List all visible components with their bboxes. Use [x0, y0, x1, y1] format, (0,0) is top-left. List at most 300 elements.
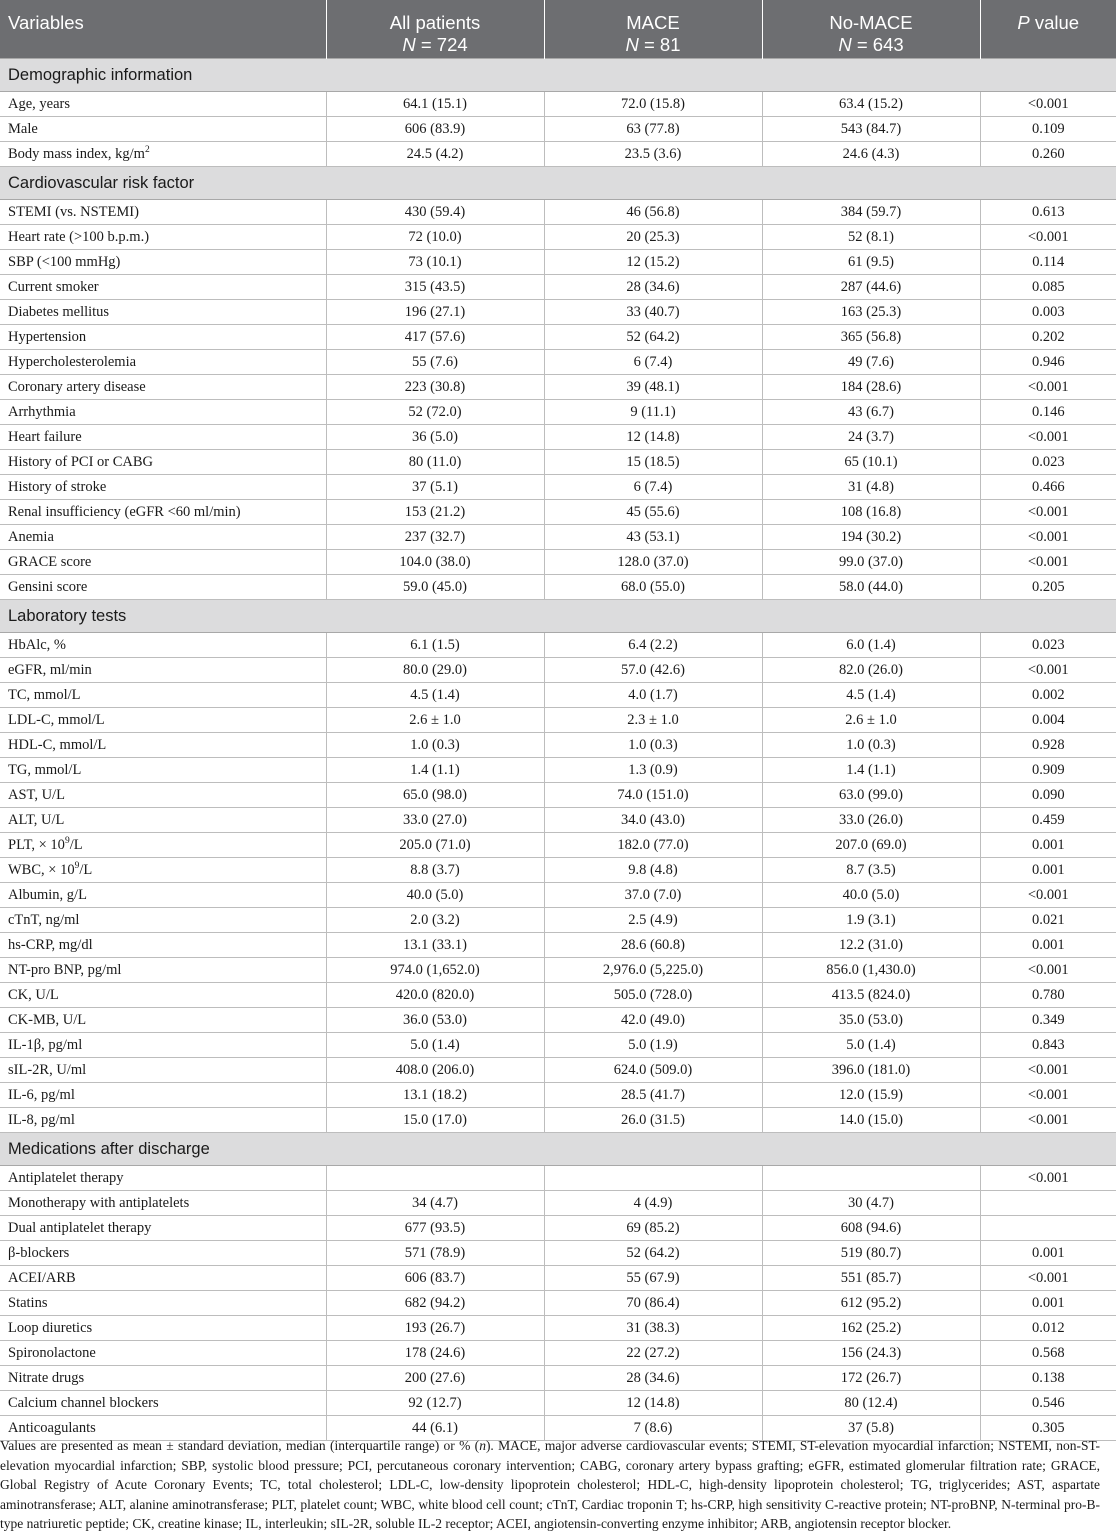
cell-mace: 31 (38.3)	[544, 1316, 762, 1341]
table-row	[0, 400, 1116, 425]
row-label-text: GRACE score	[8, 553, 92, 570]
cell-no-mace: 5.0 (1.4)	[762, 1033, 980, 1058]
cell-all-patients: 205.0 (71.0)	[326, 833, 544, 858]
row-label	[0, 933, 326, 958]
section-header-row	[0, 167, 1116, 200]
header-all-title: All patients	[389, 12, 481, 33]
row-label-text: Gensini score	[8, 578, 88, 595]
row-label-text: Anticoagulants	[8, 1419, 96, 1436]
cell-no-mace: 14.0 (15.0)	[762, 1108, 980, 1133]
table-row	[0, 808, 1116, 833]
cell-no-mace: 80 (12.4)	[762, 1391, 980, 1416]
row-label-superscript: 2	[144, 144, 150, 155]
row-label	[0, 1166, 326, 1191]
cell-p-value: <0.001	[980, 225, 1116, 250]
table-row	[0, 783, 1116, 808]
cell-no-mace: 156 (24.3)	[762, 1341, 980, 1366]
cell-mace: 74.0 (151.0)	[544, 783, 762, 808]
header-row	[0, 0, 1116, 59]
table-row	[0, 450, 1116, 475]
cell-p-value: 0.023	[980, 633, 1116, 658]
row-label-text: Hypertension	[8, 328, 87, 345]
row-label-text: Nitrate drugs	[8, 1369, 85, 1386]
cell-all-patients: 2.6 ± 1.0	[326, 708, 544, 733]
cell-mace: 182.0 (77.0)	[544, 833, 762, 858]
table-row	[0, 1058, 1116, 1083]
cell-p-value: 0.928	[980, 733, 1116, 758]
cell-mace: 4 (4.9)	[544, 1191, 762, 1216]
row-label	[0, 783, 326, 808]
cell-mace: 624.0 (509.0)	[544, 1058, 762, 1083]
cell-mace: 6 (7.4)	[544, 475, 762, 500]
cell-mace: 6 (7.4)	[544, 350, 762, 375]
cell-no-mace: 608 (94.6)	[762, 1216, 980, 1241]
cell-mace: 2.5 (4.9)	[544, 908, 762, 933]
row-label-text: CK, U/L	[8, 986, 59, 1003]
row-label-text: hs-CRP, mg/dl	[8, 936, 93, 953]
cell-all-patients: 37 (5.1)	[326, 475, 544, 500]
table-row	[0, 758, 1116, 783]
cell-all-patients: 571 (78.9)	[326, 1241, 544, 1266]
header-all-n	[327, 34, 544, 56]
cell-all-patients: 80.0 (29.0)	[326, 658, 544, 683]
table-row	[0, 833, 1116, 858]
cell-no-mace: 31 (4.8)	[762, 475, 980, 500]
row-label	[0, 833, 326, 858]
cell-p-value: <0.001	[980, 1083, 1116, 1108]
header-variables-text: Variables	[8, 12, 84, 33]
cell-p-value: 0.003	[980, 300, 1116, 325]
cell-mace: 52 (64.2)	[544, 1241, 762, 1266]
cell-mace	[544, 1166, 762, 1191]
cell-mace: 15 (18.5)	[544, 450, 762, 475]
cell-mace: 55 (67.9)	[544, 1266, 762, 1291]
cell-mace: 5.0 (1.9)	[544, 1033, 762, 1058]
cell-all-patients: 15.0 (17.0)	[326, 1108, 544, 1133]
table-row	[0, 350, 1116, 375]
cell-mace: 42.0 (49.0)	[544, 1008, 762, 1033]
cell-no-mace: 24.6 (4.3)	[762, 142, 980, 167]
row-label-suffix: /L	[69, 836, 83, 853]
cell-p-value: 0.613	[980, 200, 1116, 225]
cell-no-mace: 1.0 (0.3)	[762, 733, 980, 758]
cell-p-value: <0.001	[980, 958, 1116, 983]
cell-all-patients: 40.0 (5.0)	[326, 883, 544, 908]
row-label-text: Anemia	[8, 528, 54, 545]
row-label-text: IL-6, pg/ml	[8, 1086, 75, 1103]
row-label	[0, 375, 326, 400]
cell-all-patients: 178 (24.6)	[326, 1341, 544, 1366]
cell-mace: 28 (34.6)	[544, 275, 762, 300]
cell-no-mace: 856.0 (1,430.0)	[762, 958, 980, 983]
row-label	[0, 1008, 326, 1033]
cell-all-patients: 677 (93.5)	[326, 1216, 544, 1241]
section-title: Laboratory tests	[0, 600, 1116, 633]
row-label	[0, 958, 326, 983]
row-label	[0, 1316, 326, 1341]
cell-mace: 33 (40.7)	[544, 300, 762, 325]
row-label	[0, 683, 326, 708]
row-label	[0, 858, 326, 883]
cell-p-value: <0.001	[980, 525, 1116, 550]
row-label	[0, 475, 326, 500]
row-label	[0, 658, 326, 683]
cell-all-patients: 73 (10.1)	[326, 250, 544, 275]
table-row	[0, 550, 1116, 575]
row-label-text: Diabetes mellitus	[8, 303, 110, 320]
cell-mace: 34.0 (43.0)	[544, 808, 762, 833]
header-all-n-label: N	[402, 34, 416, 55]
cell-p-value: 0.546	[980, 1391, 1116, 1416]
cell-p-value: <0.001	[980, 550, 1116, 575]
cell-mace: 1.3 (0.9)	[544, 758, 762, 783]
row-label	[0, 550, 326, 575]
cell-all-patients: 72 (10.0)	[326, 225, 544, 250]
row-label-text: β-blockers	[8, 1244, 70, 1261]
cell-mace: 6.4 (2.2)	[544, 633, 762, 658]
cell-mace: 46 (56.8)	[544, 200, 762, 225]
header-no-mace	[762, 0, 980, 59]
cell-no-mace	[762, 1166, 980, 1191]
row-label	[0, 983, 326, 1008]
cell-all-patients: 104.0 (38.0)	[326, 550, 544, 575]
row-label-text: IL-1β, pg/ml	[8, 1036, 83, 1053]
cell-no-mace: 551 (85.7)	[762, 1266, 980, 1291]
cell-p-value: 0.001	[980, 933, 1116, 958]
table-row	[0, 1191, 1116, 1216]
footnote-part2: ). MACE, major adverse cardiovascular events; STEMI, ST-elevation myocardial infarction; NSTEMI, non-ST-elevation myocardial infarction; SBP, systolic blood pressure; PCI, percutaneous coronary intervention; CABG, coronary artery bypass grafting; eGFR, estimated glomerular filtration rate; GRACE, Global Registry of Acute Coronary Events; TC, total cholesterol; LDL-C, low-density lipoprotein cholesterol; HDL-C, high-density lipoprotein cholesterol; TG, triglycerides; AST, aspartate aminotransferase; ALT, alanine aminotransferase; PLT, platelet count; WBC, white blood cell count; cTnT, Cardiac troponin T; hs-CRP, high sensitivity C-reactive protein; NT-proBNP, N-terminal pro-B-type natriuretic peptide; CK, creatine kinase; IL, interleukin; sIL-2R, soluble IL-2 receptor; ACEI, angiotensin-converting enzyme inhibitor; ARB, angiotensin receptor blocker.	[0, 1438, 1100, 1532]
row-label	[0, 275, 326, 300]
cell-p-value: 0.459	[980, 808, 1116, 833]
cell-p-value: <0.001	[980, 1058, 1116, 1083]
cell-mace: 9.8 (4.8)	[544, 858, 762, 883]
cell-no-mace: 65 (10.1)	[762, 450, 980, 475]
cell-all-patients	[326, 1166, 544, 1191]
cell-no-mace: 519 (80.7)	[762, 1241, 980, 1266]
cell-all-patients: 6.1 (1.5)	[326, 633, 544, 658]
table-row	[0, 933, 1116, 958]
row-label	[0, 250, 326, 275]
cell-p-value: 0.090	[980, 783, 1116, 808]
cell-p-value: 0.260	[980, 142, 1116, 167]
header-all-n-value: = 724	[415, 34, 468, 55]
row-label-text: AST, U/L	[8, 786, 65, 803]
cell-all-patients: 13.1 (18.2)	[326, 1083, 544, 1108]
cell-no-mace: 40.0 (5.0)	[762, 883, 980, 908]
cell-mace: 28 (34.6)	[544, 1366, 762, 1391]
row-label-text: ALT, U/L	[8, 811, 65, 828]
row-label-text: Dual antiplatelet therapy	[8, 1219, 152, 1236]
header-mace-n-label: N	[625, 34, 639, 55]
table-row	[0, 1008, 1116, 1033]
row-label	[0, 908, 326, 933]
table-row	[0, 883, 1116, 908]
row-label-text: History of PCI or CABG	[8, 453, 154, 470]
row-label-superscript: 9	[64, 835, 70, 846]
cell-p-value: 0.012	[980, 1316, 1116, 1341]
cell-p-value: 0.001	[980, 1241, 1116, 1266]
header-p-label: P	[1017, 12, 1030, 33]
cell-all-patients: 80 (11.0)	[326, 450, 544, 475]
header-nomace-n	[763, 34, 980, 56]
row-label	[0, 142, 326, 167]
header-mace	[544, 0, 762, 59]
row-label	[0, 575, 326, 600]
cell-all-patients: 2.0 (3.2)	[326, 908, 544, 933]
table-row	[0, 475, 1116, 500]
cell-no-mace: 24 (3.7)	[762, 425, 980, 450]
cell-no-mace: 49 (7.6)	[762, 350, 980, 375]
cell-all-patients: 64.1 (15.1)	[326, 92, 544, 117]
cell-p-value: <0.001	[980, 500, 1116, 525]
cell-p-value: <0.001	[980, 92, 1116, 117]
row-label-text: Coronary artery disease	[8, 378, 146, 395]
cell-no-mace: 99.0 (37.0)	[762, 550, 980, 575]
cell-mace: 23.5 (3.6)	[544, 142, 762, 167]
cell-all-patients: 36.0 (53.0)	[326, 1008, 544, 1033]
table-row	[0, 1241, 1116, 1266]
cell-no-mace: 52 (8.1)	[762, 225, 980, 250]
cell-mace: 28.5 (41.7)	[544, 1083, 762, 1108]
cell-p-value: <0.001	[980, 425, 1116, 450]
cell-p-value: 0.305	[980, 1416, 1116, 1441]
row-label	[0, 1366, 326, 1391]
row-label-text: eGFR, ml/min	[8, 661, 92, 678]
row-label	[0, 525, 326, 550]
section-title: Cardiovascular risk factor	[0, 167, 1116, 200]
cell-no-mace: 35.0 (53.0)	[762, 1008, 980, 1033]
table-row	[0, 1083, 1116, 1108]
row-label	[0, 300, 326, 325]
cell-mace: 43 (53.1)	[544, 525, 762, 550]
row-label	[0, 117, 326, 142]
cell-mace: 9 (11.1)	[544, 400, 762, 425]
table-row	[0, 92, 1116, 117]
row-label	[0, 200, 326, 225]
cell-mace: 12 (14.8)	[544, 1391, 762, 1416]
cell-no-mace: 163 (25.3)	[762, 300, 980, 325]
cell-p-value: 0.205	[980, 575, 1116, 600]
cell-p-value: 0.909	[980, 758, 1116, 783]
cell-no-mace: 194 (30.2)	[762, 525, 980, 550]
row-label-text: sIL-2R, U/ml	[8, 1061, 87, 1078]
cell-p-value: 0.466	[980, 475, 1116, 500]
cell-p-value: 0.109	[980, 117, 1116, 142]
cell-mace: 39 (48.1)	[544, 375, 762, 400]
section-title: Demographic information	[0, 59, 1116, 92]
row-label	[0, 1391, 326, 1416]
cell-all-patients: 65.0 (98.0)	[326, 783, 544, 808]
table-row	[0, 1366, 1116, 1391]
row-label-text: Calcium channel blockers	[8, 1394, 159, 1411]
cell-all-patients: 34 (4.7)	[326, 1191, 544, 1216]
cell-no-mace: 365 (56.8)	[762, 325, 980, 350]
row-label	[0, 758, 326, 783]
cell-mace: 2.3 ± 1.0	[544, 708, 762, 733]
header-mace-title: MACE	[626, 12, 680, 33]
cell-mace: 63 (77.8)	[544, 117, 762, 142]
cell-no-mace: 612 (95.2)	[762, 1291, 980, 1316]
row-label	[0, 92, 326, 117]
table-row	[0, 1216, 1116, 1241]
row-label-text: CK-MB, U/L	[8, 1011, 87, 1028]
cell-no-mace: 1.4 (1.1)	[762, 758, 980, 783]
table-row	[0, 500, 1116, 525]
row-label-text: Age, years	[8, 95, 71, 112]
cell-all-patients: 4.5 (1.4)	[326, 683, 544, 708]
cell-mace: 26.0 (31.5)	[544, 1108, 762, 1133]
row-label-text: Arrhythmia	[8, 403, 76, 420]
table-row	[0, 525, 1116, 550]
cell-all-patients: 5.0 (1.4)	[326, 1033, 544, 1058]
header-variables	[0, 0, 326, 59]
section-title: Medications after discharge	[0, 1133, 1116, 1166]
table-row	[0, 1391, 1116, 1416]
row-label-text: LDL-C, mmol/L	[8, 711, 105, 728]
cell-mace: 20 (25.3)	[544, 225, 762, 250]
row-label-text: SBP (<100 mmHg)	[8, 253, 121, 270]
row-label-text: Antiplatelet therapy	[8, 1169, 124, 1186]
row-label	[0, 1083, 326, 1108]
table-row	[0, 983, 1116, 1008]
cell-no-mace: 162 (25.2)	[762, 1316, 980, 1341]
cell-mace: 505.0 (728.0)	[544, 983, 762, 1008]
cell-all-patients: 417 (57.6)	[326, 325, 544, 350]
cell-p-value: 0.146	[980, 400, 1116, 425]
cell-p-value: 0.349	[980, 1008, 1116, 1033]
cell-all-patients: 59.0 (45.0)	[326, 575, 544, 600]
table-row	[0, 325, 1116, 350]
table-row	[0, 658, 1116, 683]
cell-p-value: <0.001	[980, 658, 1116, 683]
row-label	[0, 450, 326, 475]
table-row	[0, 858, 1116, 883]
cell-all-patients: 200 (27.6)	[326, 1366, 544, 1391]
row-label-text: STEMI (vs. NSTEMI)	[8, 203, 139, 220]
row-label	[0, 325, 326, 350]
cell-all-patients: 55 (7.6)	[326, 350, 544, 375]
row-label-text: PLT, × 10	[8, 836, 65, 853]
cell-no-mace: 12.0 (15.9)	[762, 1083, 980, 1108]
row-label-text: HDL-C, mmol/L	[8, 736, 107, 753]
cell-all-patients: 33.0 (27.0)	[326, 808, 544, 833]
table-row	[0, 1033, 1116, 1058]
row-label-text: HbAlc, %	[8, 636, 66, 653]
cell-p-value: 0.001	[980, 858, 1116, 883]
cell-p-value: 0.001	[980, 1291, 1116, 1316]
table-row	[0, 375, 1116, 400]
table-row	[0, 575, 1116, 600]
row-label-text: Male	[8, 120, 38, 137]
table-row	[0, 958, 1116, 983]
row-label	[0, 400, 326, 425]
row-label-text: Heart rate (>100 b.p.m.)	[8, 228, 150, 245]
cell-mace: 69 (85.2)	[544, 1216, 762, 1241]
cell-all-patients: 606 (83.7)	[326, 1266, 544, 1291]
row-label-text: Body mass index, kg/m	[8, 145, 145, 162]
cell-mace: 2,976.0 (5,225.0)	[544, 958, 762, 983]
cell-p-value: <0.001	[980, 1108, 1116, 1133]
cell-all-patients: 420.0 (820.0)	[326, 983, 544, 1008]
cell-p-value: 0.568	[980, 1341, 1116, 1366]
section-header-row	[0, 1133, 1116, 1166]
header-mace-n	[545, 34, 762, 56]
section-header-row	[0, 600, 1116, 633]
cell-no-mace: 396.0 (181.0)	[762, 1058, 980, 1083]
row-label	[0, 1058, 326, 1083]
row-label-superscript: 9	[74, 860, 80, 871]
table-row	[0, 275, 1116, 300]
row-label	[0, 733, 326, 758]
header-nomace-n-label: N	[838, 34, 852, 55]
row-label	[0, 1291, 326, 1316]
table-row	[0, 200, 1116, 225]
cell-no-mace: 413.5 (824.0)	[762, 983, 980, 1008]
cell-p-value: 0.114	[980, 250, 1116, 275]
table-body	[0, 59, 1116, 1441]
cell-all-patients: 974.0 (1,652.0)	[326, 958, 544, 983]
cell-all-patients: 1.4 (1.1)	[326, 758, 544, 783]
cell-no-mace: 33.0 (26.0)	[762, 808, 980, 833]
cell-all-patients: 36 (5.0)	[326, 425, 544, 450]
table-row	[0, 1291, 1116, 1316]
row-label	[0, 350, 326, 375]
row-label	[0, 225, 326, 250]
header-nomace-title: No-MACE	[829, 12, 913, 33]
row-label-text: Renal insufficiency (eGFR <60 ml/min)	[8, 503, 241, 520]
cell-no-mace: 207.0 (69.0)	[762, 833, 980, 858]
row-label-text: NT-pro BNP, pg/ml	[8, 961, 122, 978]
table-header	[0, 0, 1116, 59]
row-label	[0, 883, 326, 908]
row-label-text: Albumin, g/L	[8, 886, 87, 903]
row-label-text: Loop diuretics	[8, 1319, 93, 1336]
cell-p-value: 0.138	[980, 1366, 1116, 1391]
row-label-text: IL-8, pg/ml	[8, 1111, 75, 1128]
table-row	[0, 300, 1116, 325]
cell-p-value: <0.001	[980, 1166, 1116, 1191]
row-label	[0, 1033, 326, 1058]
cell-no-mace: 61 (9.5)	[762, 250, 980, 275]
table-row	[0, 1316, 1116, 1341]
cell-no-mace: 6.0 (1.4)	[762, 633, 980, 658]
row-label	[0, 1341, 326, 1366]
table-row	[0, 225, 1116, 250]
cell-mace: 37.0 (7.0)	[544, 883, 762, 908]
cell-all-patients: 408.0 (206.0)	[326, 1058, 544, 1083]
cell-p-value: 0.946	[980, 350, 1116, 375]
row-label-text: Heart failure	[8, 428, 82, 445]
table-row	[0, 142, 1116, 167]
row-label	[0, 1108, 326, 1133]
cell-p-value: <0.001	[980, 375, 1116, 400]
row-label-text: Monotherapy with antiplatelets	[8, 1194, 190, 1211]
cell-p-value: 0.202	[980, 325, 1116, 350]
cell-no-mace: 30 (4.7)	[762, 1191, 980, 1216]
cell-all-patients: 44 (6.1)	[326, 1416, 544, 1441]
row-label-text: Spironolactone	[8, 1344, 96, 1361]
cell-all-patients: 52 (72.0)	[326, 400, 544, 425]
cell-mace: 57.0 (42.6)	[544, 658, 762, 683]
header-p-suffix: value	[1029, 12, 1080, 33]
cell-all-patients: 682 (94.2)	[326, 1291, 544, 1316]
row-label	[0, 808, 326, 833]
cell-no-mace: 1.9 (3.1)	[762, 908, 980, 933]
cell-no-mace: 82.0 (26.0)	[762, 658, 980, 683]
row-label-text: ACEI/ARB	[8, 1269, 76, 1286]
cell-mace: 1.0 (0.3)	[544, 733, 762, 758]
cell-no-mace: 543 (84.7)	[762, 117, 980, 142]
